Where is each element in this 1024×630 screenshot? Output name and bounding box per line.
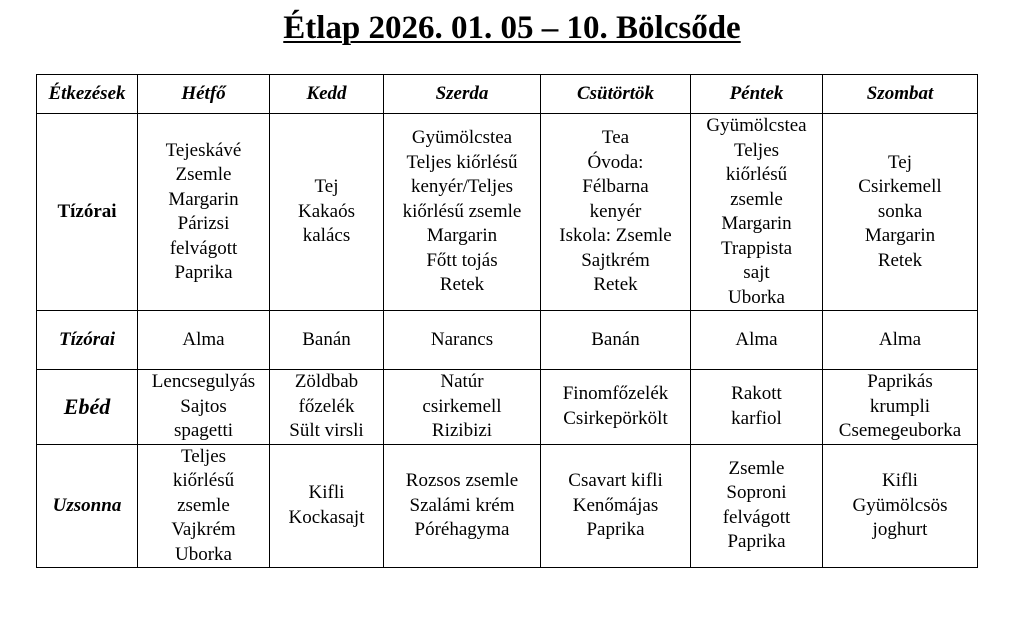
menu-item: kenyér/Teljes <box>410 176 514 198</box>
menu-cell <box>691 444 823 568</box>
table-row <box>37 370 978 445</box>
menu-cell <box>270 444 384 568</box>
table-row <box>37 444 978 568</box>
menu-item: Margarin <box>864 225 936 247</box>
header-cell-saturday: Szombat <box>823 75 978 114</box>
header-cell-meals: Étkezések <box>37 75 138 114</box>
menu-item: spagetti <box>173 420 234 441</box>
menu-item: Kockasajt <box>288 506 365 528</box>
menu-item: Teljes <box>733 139 780 161</box>
menu-item: Finomfőzelék <box>562 383 669 405</box>
table-row <box>37 114 978 311</box>
menu-item: Csirkemell <box>858 176 942 198</box>
menu-cell <box>823 370 978 445</box>
menu-item: Retek <box>439 274 485 296</box>
header-row <box>37 75 978 114</box>
menu-item: Vajkrém <box>171 519 236 540</box>
menu-item: Rakott <box>731 383 782 405</box>
menu-item: Tea <box>601 127 630 149</box>
menu-item: Zsemle <box>728 457 785 479</box>
row-label: Uzsonna <box>37 444 138 568</box>
menu-cell <box>270 114 384 311</box>
menu-item: Zsemle <box>175 164 232 185</box>
row-label: Ebéd <box>37 370 138 445</box>
menu-item: felvágott <box>169 237 238 259</box>
menu-item: kalács <box>302 225 351 247</box>
menu-item: Banán <box>591 328 640 350</box>
menu-cell <box>823 114 978 311</box>
menu-cell <box>691 370 823 445</box>
menu-item: kiőrlésű zsemle <box>402 200 522 222</box>
header-cell-wednesday: Szerda <box>384 75 541 114</box>
menu-item: Gyümölcsös <box>852 494 948 516</box>
menu-cell <box>541 444 691 568</box>
menu-item: Paprika <box>174 262 233 283</box>
menu-cell <box>384 444 541 568</box>
menu-item: Trappista <box>720 237 793 259</box>
menu-cell <box>691 114 823 311</box>
header-cell-friday: Péntek <box>691 75 823 114</box>
row-label: Tízórai <box>37 311 138 370</box>
menu-item: Csirkepörkölt <box>563 407 668 429</box>
menu-item: joghurt <box>872 519 928 540</box>
menu-cell <box>384 370 541 445</box>
menu-item: Retek <box>593 274 638 296</box>
menu-item: Gyümölcstea <box>411 127 513 149</box>
menu-item: Paprikás <box>867 371 933 392</box>
menu-item: zsemle <box>177 494 230 516</box>
menu-item: krumpli <box>869 395 931 417</box>
menu-item: Teljes <box>180 445 227 467</box>
menu-item: karfiol <box>731 407 782 429</box>
menu-item: Szalámi krém <box>409 494 515 516</box>
menu-item: Gyümölcstea <box>706 115 807 136</box>
menu-cell <box>138 444 270 568</box>
menu-cell <box>384 311 541 370</box>
menu-item: Paprika <box>586 519 645 540</box>
menu-item: Zöldbab <box>294 371 359 392</box>
menu-item: Alma <box>182 328 225 350</box>
menu-cell <box>823 311 978 370</box>
menu-item: zsemle <box>730 188 783 210</box>
page-title: Étlap 2026. 01. 05 – 10. Bölcsőde <box>283 10 741 46</box>
menu-item: Tej <box>888 151 912 173</box>
menu-table <box>36 74 978 568</box>
menu-item: Margarin <box>426 225 498 247</box>
menu-cell <box>138 370 270 445</box>
menu-item: Soproni <box>726 482 787 504</box>
menu-cell <box>138 114 270 311</box>
menu-item: Banán <box>302 328 351 350</box>
menu-item: sonka <box>877 200 923 222</box>
menu-item: Retek <box>877 249 923 271</box>
menu-cell <box>823 444 978 568</box>
menu-item: kiőrlésű <box>725 164 788 185</box>
menu-item: Póréhagyma <box>414 519 510 540</box>
menu-item: sajt <box>743 262 770 283</box>
menu-cell <box>541 114 691 311</box>
menu-item: Rizibizi <box>431 420 493 441</box>
menu-item: Kenőmájas <box>572 494 659 516</box>
menu-cell <box>541 311 691 370</box>
menu-item: Főtt tojás <box>426 249 498 271</box>
menu-cell <box>270 370 384 445</box>
menu-item: Csavart kifli <box>568 470 663 491</box>
menu-item: Kifli <box>882 470 918 491</box>
header-cell-monday: Hétfő <box>138 75 270 114</box>
menu-item: Alma <box>735 328 778 350</box>
menu-item: Margarin <box>168 188 239 210</box>
header-cell-tuesday: Kedd <box>270 75 384 114</box>
menu-item: Iskola: Zsemle <box>559 225 672 247</box>
menu-item: Lencsegulyás <box>151 371 256 392</box>
menu-item: Uborka <box>728 286 785 308</box>
menu-cell <box>384 114 541 311</box>
menu-cell <box>541 370 691 445</box>
menu-item: Sajtkrém <box>581 249 650 271</box>
menu-item: kenyér <box>589 200 642 222</box>
menu-cell <box>270 311 384 370</box>
table-row <box>37 311 978 370</box>
menu-item: Csemegeuborka <box>838 420 962 441</box>
menu-item: Rozsos zsemle <box>405 470 519 491</box>
menu-item: Óvoda: <box>587 151 644 173</box>
menu-item: Teljes kiőrlésű <box>406 151 518 173</box>
menu-item: Narancs <box>430 328 494 350</box>
menu-item: csirkemell <box>422 395 502 417</box>
menu-item: Tejeskávé <box>165 139 242 161</box>
menu-item: Párizsi <box>177 213 230 234</box>
menu-cell <box>138 311 270 370</box>
menu-item: felvágott <box>722 506 791 528</box>
menu-cell <box>691 311 823 370</box>
menu-item: Alma <box>878 328 922 350</box>
menu-item: Sült virsli <box>289 420 364 441</box>
menu-item: Margarin <box>721 213 792 234</box>
menu-item: Uborka <box>175 543 232 565</box>
menu-item: Sajtos <box>180 395 227 417</box>
row-label: Tízórai <box>37 114 138 311</box>
menu-item: Kakaós <box>298 200 355 222</box>
menu-item: Félbarna <box>582 176 649 198</box>
header-cell-thursday: Csütörtök <box>541 75 691 114</box>
menu-item: Kifli <box>308 482 345 504</box>
menu-item: Tej <box>314 176 339 198</box>
menu-item: főzelék <box>298 395 355 417</box>
menu-item: kiőrlésű <box>172 470 235 491</box>
menu-item: Natúr <box>440 371 484 392</box>
menu-item: Paprika <box>727 531 786 553</box>
